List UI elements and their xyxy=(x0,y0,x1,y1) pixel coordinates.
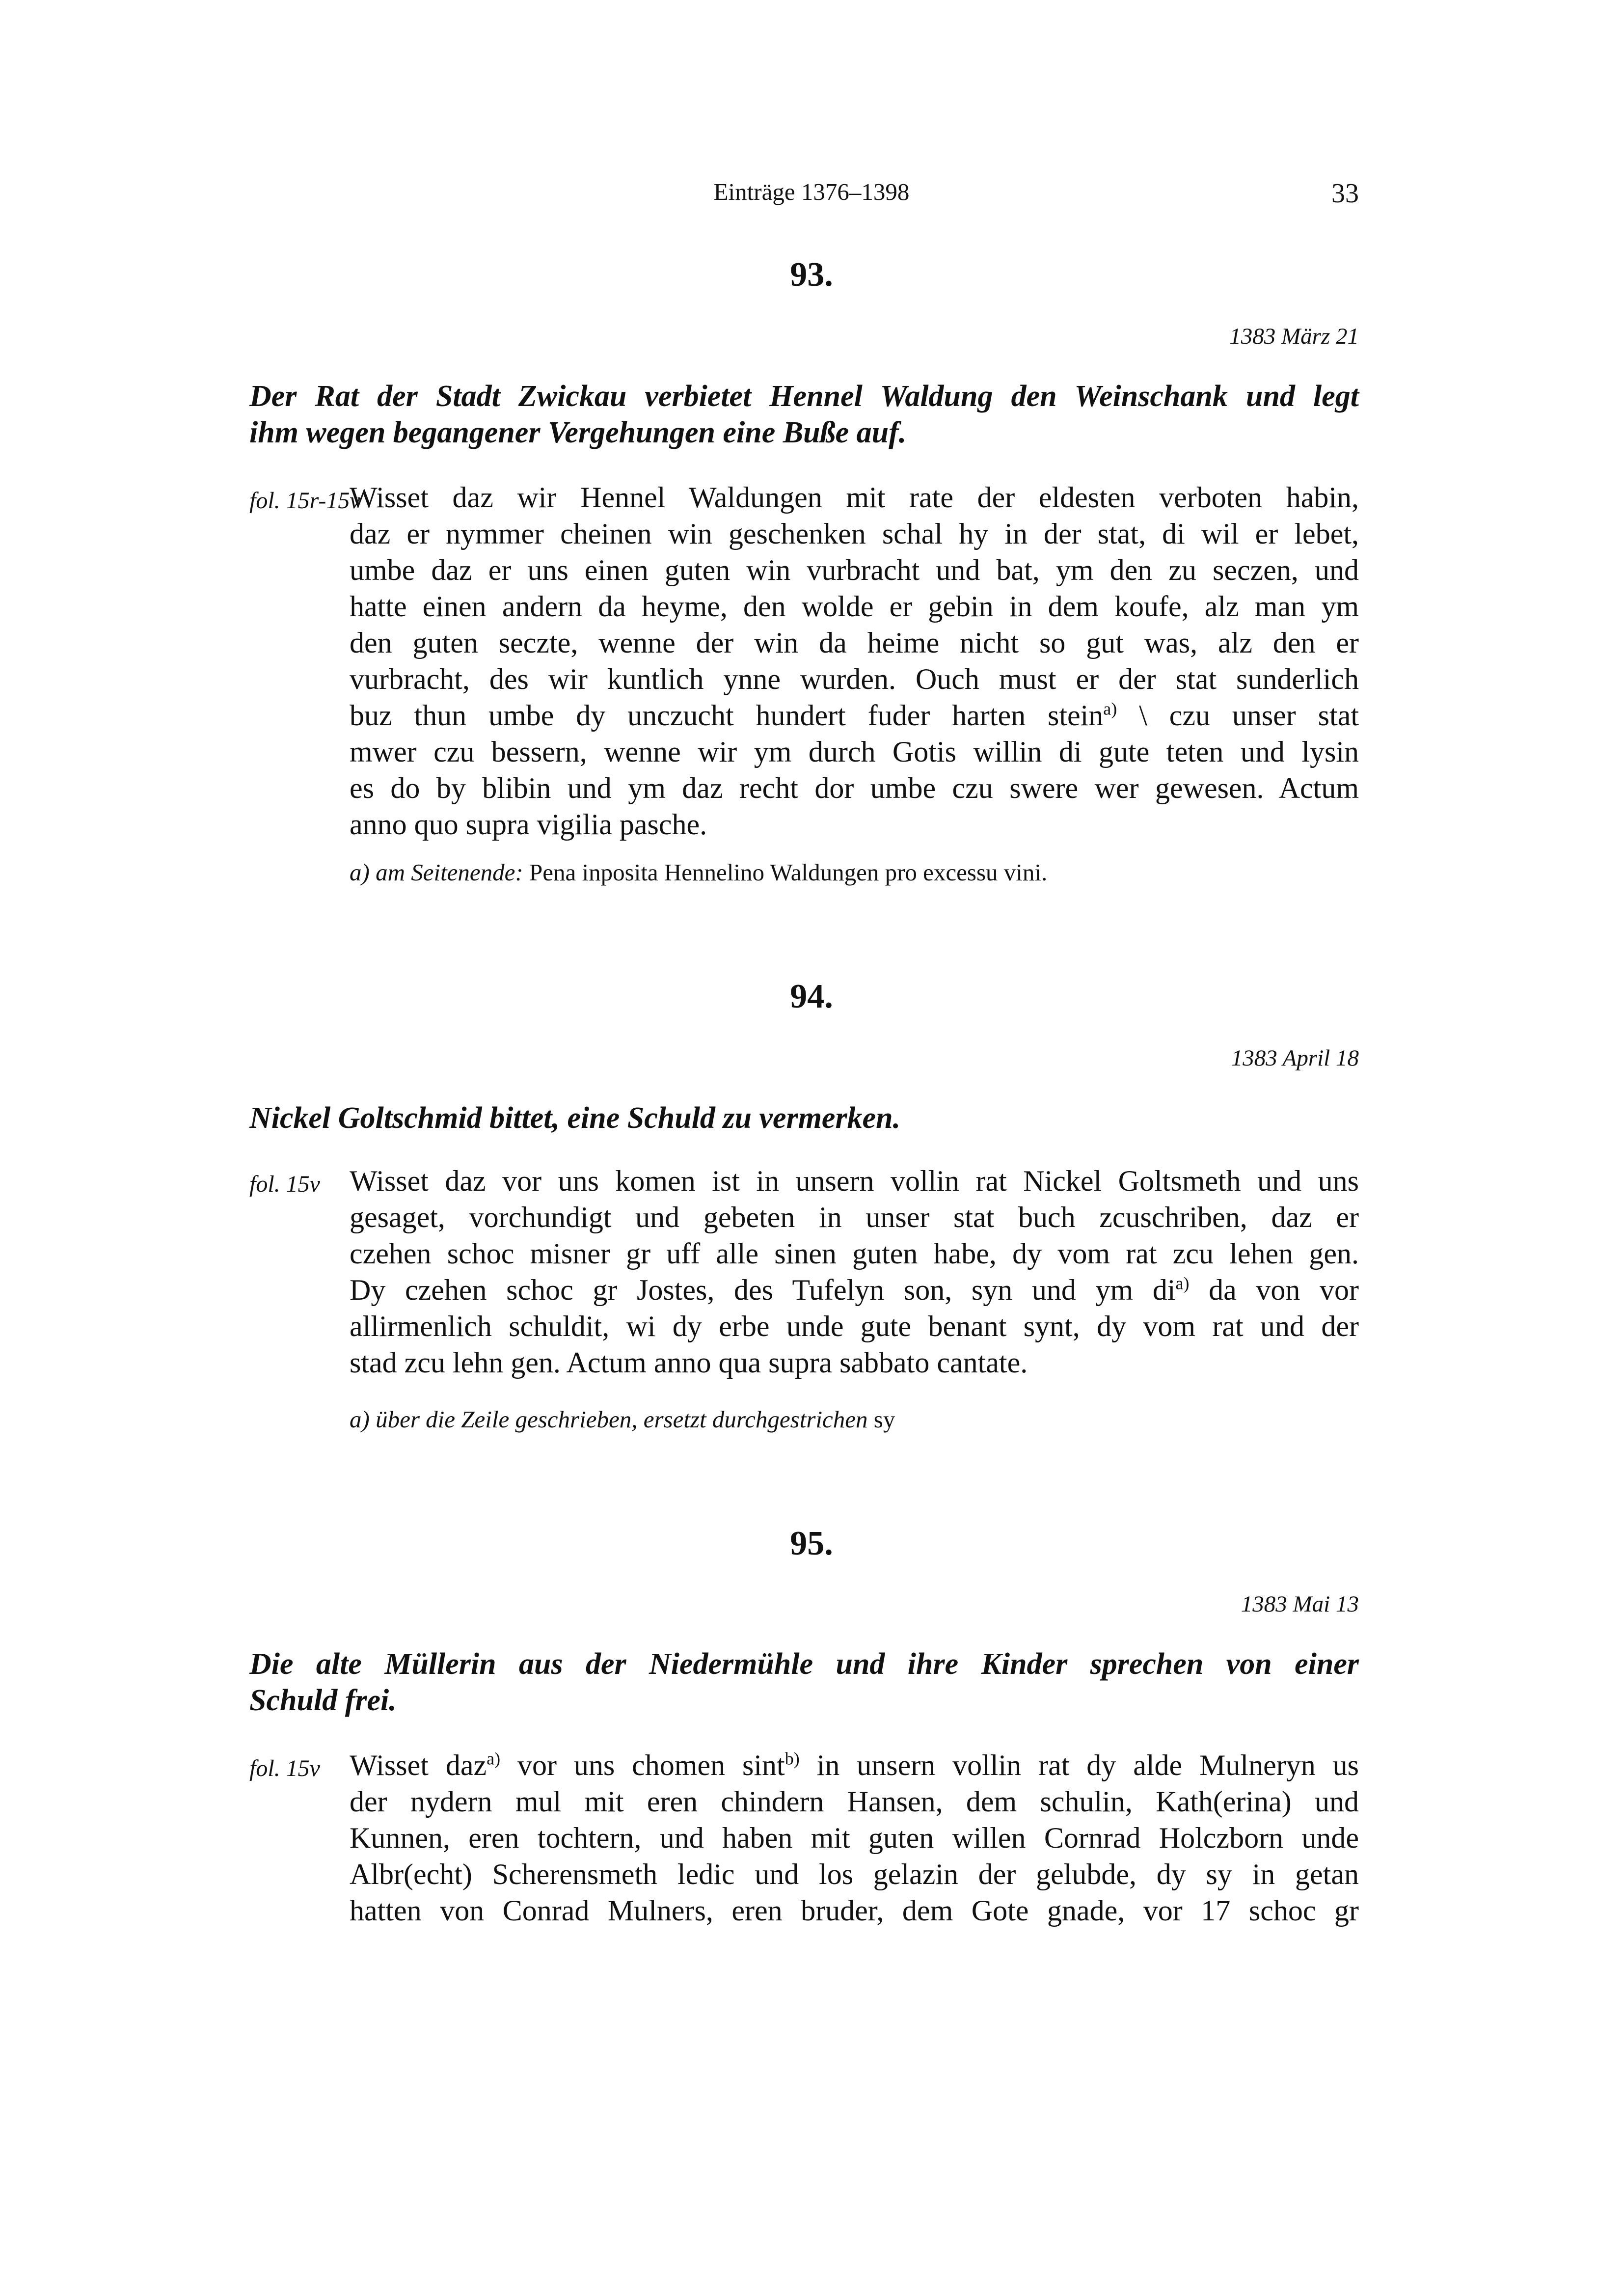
entry-95-regest xyxy=(249,1646,1359,1719)
entry-93-regest xyxy=(249,378,1359,451)
text-line: allirmenlich schuldit, wi dy erbe unde gute benant synt, dy vom rat und der xyxy=(350,1310,1359,1342)
text-line: Albr(echt) Scherensmeth ledic und los gelazin der gelubde, dy sy in getan xyxy=(350,1858,1359,1890)
text-line: hatten von Conrad Mulners, eren bruder, dem Gote gnade, vor 17 schoc gr xyxy=(350,1894,1359,1927)
entry-94-footnote xyxy=(350,1405,895,1433)
regest-line: Die alte Müllerin aus der Niedermühle und ihre Kinder sprechen von einer xyxy=(249,1647,1359,1681)
text-line: gesaget, vorchundigt und gebeten in unser stat buch zcuschriben, daz er xyxy=(350,1201,1359,1233)
entry-94-text xyxy=(350,1163,1359,1381)
text-line: umbe daz er uns einen guten win vurbracht und bat, ym den zu seczen, und xyxy=(350,554,1359,586)
entry-93-text xyxy=(350,479,1359,843)
entry-93-date: 1383 März 21 xyxy=(1229,324,1359,349)
text-line: Wisset daz wir Hennel Waldungen mit rate der eldesten verboten habin, xyxy=(350,481,1359,514)
text-line: buz thun umbe dy unczucht hundert fuder harten stein$^{a)}$ \ czu unser stat xyxy=(350,699,1359,732)
page-number: 33 xyxy=(1331,178,1359,209)
text-line: daz er nymmer cheinen win geschenken schal hy in der stat, di wil er lebet, xyxy=(350,518,1359,550)
footnote-text: Pena inposita Hennelino Waldungen pro excessu vini. xyxy=(523,859,1048,886)
footnote-marker: b) xyxy=(784,1749,800,1769)
regest-line: Nickel Goltschmid bittet, eine Schuld zu vermerken. xyxy=(249,1101,901,1135)
text-line: stad zcu lehn gen. Actum anno qua supra sabbato cantate. xyxy=(350,1346,1028,1379)
text-line: Dy czehen schoc gr Jostes, des Tufelyn son, syn und ym $di^{a)}$ da von vor xyxy=(350,1273,1359,1306)
entry-94-date: 1383 April 18 xyxy=(1231,1045,1359,1071)
entry-95-text xyxy=(350,1747,1359,1929)
text-line: mwer czu bessern, wenne wir ym durch Gotis willin di gute teten und lysin xyxy=(350,736,1359,768)
entry-93-footnote xyxy=(350,858,1047,886)
text-line: Wisset daz vor uns komen ist in unsern vollin rat Nickel Goltsmeth und uns xyxy=(350,1165,1359,1197)
entry-95-date: 1383 Mai 13 xyxy=(1241,1591,1359,1617)
text-line: vurbracht, des wir kuntlich ynne wurden. Ouch must er der stat sunderlich xyxy=(350,663,1359,695)
entry-94-number: 94. xyxy=(790,978,833,1015)
text-line: anno quo supra vigilia pasche. xyxy=(350,808,707,841)
entry-94-folio: fol. 15v xyxy=(249,1171,320,1197)
footnote-marker: a) xyxy=(1175,1273,1190,1293)
text-line: den guten seczte, wenne der win da heime nicht so gut was, alz den er xyxy=(350,627,1359,659)
footnote-label: a) über die Zeile geschrieben, ersetzt durchgestrichen xyxy=(350,1406,868,1433)
entry-93-number: 93. xyxy=(790,256,833,294)
text-line: Wisset daz$^{a)}$ vor uns chomen sint$^{b)}$ in unsern vollin rat dy alde Mulneryn us xyxy=(350,1749,1359,1781)
regest-line: Schuld frei. xyxy=(249,1684,397,1717)
entry-95-folio: fol. 15v xyxy=(249,1755,320,1781)
entry-94-regest xyxy=(249,1100,1359,1136)
footnote-label: a) am Seitenende: xyxy=(350,859,523,886)
text-line: hatte einen andern da heyme, den wolde er gebin in dem koufe, alz man ym xyxy=(350,590,1359,623)
text-line: Kunnen, eren tochtern, und haben mit guten willen Cornrad Holczborn unde xyxy=(350,1822,1359,1854)
regest-line: Der Rat der Stadt Zwickau verbietet Hennel Waldung den Weinschank und legt xyxy=(249,380,1359,413)
text-line: czehen schoc misner gr uff alle sinen guten habe, dy vom rat zcu lehen gen. xyxy=(350,1237,1359,1270)
text-line: der nydern mul mit eren chindern Hansen, dem schulin, Kath(erina) und xyxy=(350,1785,1359,1818)
footnote-marker: a) xyxy=(1103,699,1117,719)
running-head: Einträge 1376–1398 xyxy=(713,178,910,205)
footnote-text: sy xyxy=(867,1406,895,1433)
regest-line: ihm wegen begangener Vergehungen eine Buße auf. xyxy=(249,416,907,449)
footnote-marker: a) xyxy=(487,1749,501,1769)
entry-93-folio: fol. 15r-15v xyxy=(249,488,360,514)
text-line: es do by blibin und ym daz recht dor umbe czu swere wer gewesen. Actum xyxy=(350,772,1359,804)
entry-95-number: 95. xyxy=(790,1525,833,1562)
